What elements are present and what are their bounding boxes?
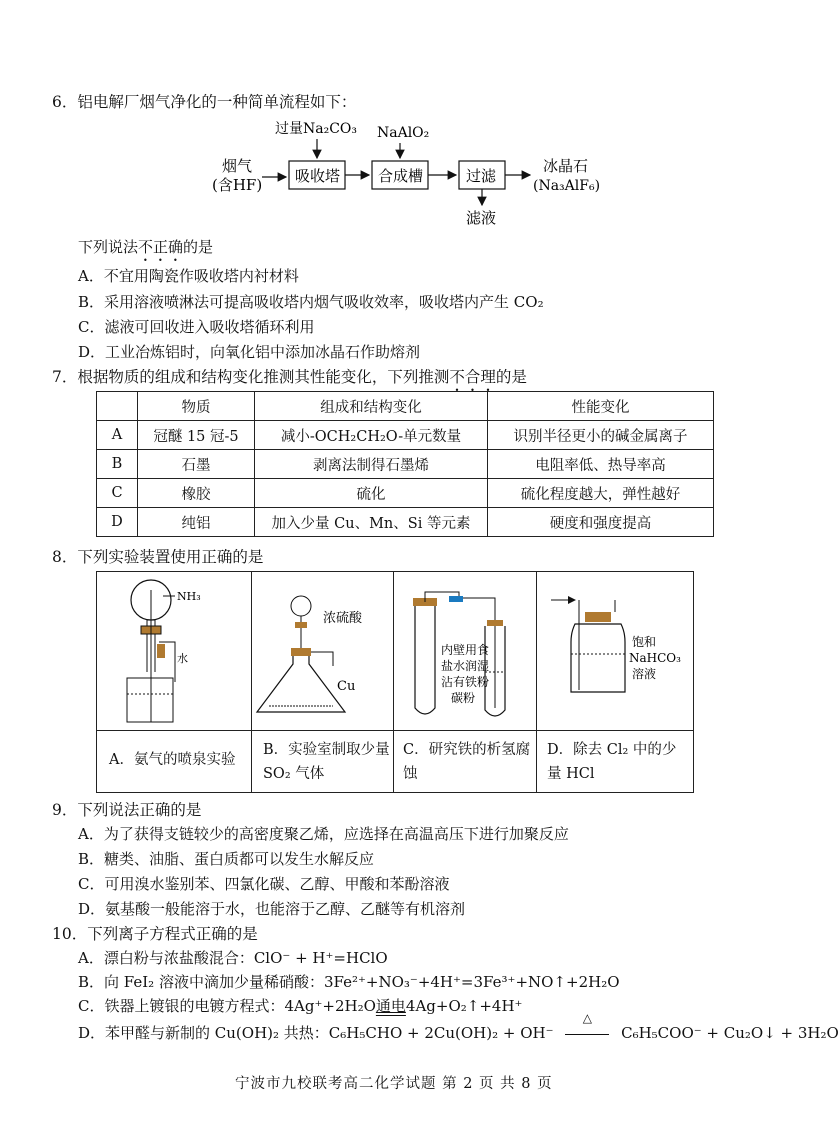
label-inner1: 内壁用食: [441, 643, 490, 657]
q10-option-b[interactable]: B．向 FeI₂ 溶液中滴加少量稀硝酸：3Fe²⁺+NO₃⁻+4H⁺=3Fe³⁺+NO↑+2H₂O: [78, 973, 620, 991]
flow-box1-label: 吸收塔: [295, 167, 341, 185]
label-sat2: NaHCO₃: [629, 651, 681, 665]
flow-reagent1: 过量Na₂CO₃: [275, 121, 358, 137]
label-sat3: 溶液: [632, 667, 657, 681]
q9-option-a[interactable]: A．为了获得支链较少的高密度聚乙烯，应选择在高温高压下进行加聚反应: [78, 825, 569, 843]
q10-stem: 10．下列离子方程式正确的是: [52, 925, 258, 943]
q10-option-d[interactable]: D．苯甲醛与新制的 Cu(OH)₂ 共热：C₆H₅CHO + 2Cu(OH)₂ + OH⁻ △ C₆H₅COO⁻ + Cu₂O↓ + 3H₂O: [78, 1011, 839, 1042]
label-inner2: 盐水润湿: [441, 659, 490, 673]
flow-box3-label: 过滤: [466, 167, 497, 185]
q6-option-c[interactable]: C．滤液可回收进入吸收塔循环利用: [78, 318, 315, 336]
q6-option-b[interactable]: B．采用溶液喷淋法可提高吸收塔内烟气吸收效率，吸收塔内产生 CO₂: [78, 293, 544, 311]
q6-option-d[interactable]: D．工业冶炼铝时，向氧化铝中添加冰晶石作助熔剂: [78, 343, 421, 361]
q9-option-d[interactable]: D．氨基酸一般能溶于水，也能溶于乙醇、乙醚等有机溶剂: [78, 900, 466, 918]
table-header: [97, 392, 138, 421]
table-row: D 纯铝 加入少量 Cu、Mn、Si 等元素 硬度和强度提高: [97, 508, 714, 537]
table-row: A 冠醚 15 冠-5 减小-OCH₂CH₂O-单元数量 识别半径更小的碱金属离子: [97, 421, 714, 450]
q8-stem: 8．下列实验装置使用正确的是: [52, 548, 264, 566]
label-inner3: 沾有铁粉: [441, 675, 490, 689]
flow-box2-label: 合成槽: [378, 167, 424, 185]
q8-option-c[interactable]: C．研究铁的析氢腐蚀: [403, 742, 531, 782]
electrolysis-condition: 通电: [375, 997, 406, 1015]
q9-option-c[interactable]: C．可用溴水鉴别苯、四氯化碳、乙醇、甲酸和苯酚溶液: [78, 875, 450, 893]
q9-stem: 9．下列说法正确的是: [52, 801, 202, 819]
flow-product: 冰晶石: [543, 157, 589, 175]
q10-option-c[interactable]: C．铁器上镀银的电镀方程式：4Ag⁺+2H₂O通电4Ag+O₂↑+4H⁺: [78, 997, 523, 1015]
label-cu: Cu: [337, 679, 356, 694]
label-water: 水: [177, 652, 188, 665]
label-nh3: NH₃: [177, 590, 201, 603]
q6-option-a[interactable]: A．不宜用陶瓷作吸收塔内衬材料: [78, 267, 299, 285]
flow-product-formula: (Na₃AlF₆): [533, 178, 601, 194]
fountain-apparatus-icon: [127, 580, 175, 722]
table-header: 组成和结构变化: [255, 392, 488, 421]
apparatus-drawings: [97, 572, 693, 730]
flow-reagent2: NaAlO₂: [377, 125, 430, 141]
q6-stem: 6．铝电解厂烟气净化的一种简单流程如下：: [52, 93, 357, 111]
table-row: B 石墨 剥离法制得石墨烯 电阻率低、热导率高: [97, 450, 714, 479]
q8-option-b[interactable]: B．实验室制取少量 SO₂ 气体: [263, 742, 390, 782]
q10-option-a[interactable]: A．漂白粉与浓盐酸混合：ClO⁻ + H⁺=HClO: [78, 949, 388, 967]
q6-flowchart: [0, 0, 811, 240]
q6-ask: 下列说法不正确的是: [78, 238, 214, 256]
table-row: C 橡胶 硫化 硫化程度越大，弹性越好: [97, 479, 714, 508]
q7-stem: 7．根据物质的组成和结构变化推测其性能变化，下列推测不合理的是: [52, 368, 527, 386]
table-header-row: [97, 392, 714, 421]
table-header: 性能变化: [488, 392, 714, 421]
table-header: 物质: [138, 392, 255, 421]
page-footer: 宁波市九校联考高二化学试题 第 2 页 共 8 页: [235, 1076, 553, 1092]
wash-bottle-apparatus-icon: [551, 600, 625, 692]
q8-option-d[interactable]: D．除去 Cl₂ 中的少量 HCl: [547, 742, 677, 782]
q8-option-a[interactable]: A．氨气的喷泉实验: [109, 752, 236, 768]
q7-table: [96, 391, 714, 537]
flow-input: 烟气: [222, 157, 253, 175]
flow-input-sub: (含HF): [212, 176, 263, 194]
label-acid: 浓硫酸: [323, 611, 363, 626]
heat-condition: △: [582, 1011, 592, 1025]
q8-apparatus-grid: [96, 571, 694, 793]
flow-filtrate: 滤液: [466, 209, 497, 227]
label-inner4: 碳粉: [451, 691, 476, 705]
label-sat1: 饱和: [632, 635, 657, 649]
q9-option-b[interactable]: B．糖类、油脂、蛋白质都可以发生水解反应: [78, 850, 375, 868]
